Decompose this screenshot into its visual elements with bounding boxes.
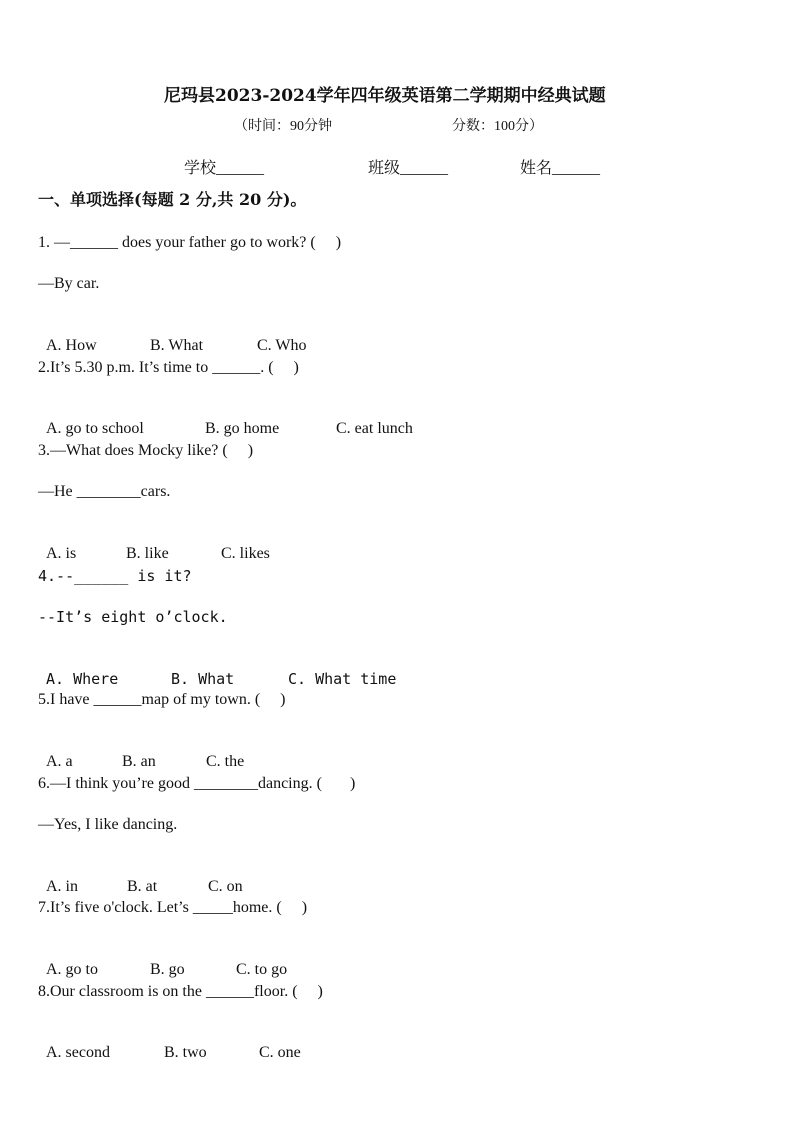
question-6-stem: 6.—I think you’re good ________dancing. ( ) xyxy=(38,775,356,792)
option-a: A. go to school xyxy=(46,420,144,437)
option-a: A. a xyxy=(46,753,73,770)
option-b: B. What xyxy=(171,670,235,688)
option-c: C. Who xyxy=(257,337,307,354)
exam-title: 尼玛县2023-2024学年四年级英语第二学期期中经典试题 xyxy=(164,86,606,106)
option-a: A. in xyxy=(46,878,78,895)
question-3-answer: —He ________cars. xyxy=(38,483,171,500)
option-a: A. is xyxy=(46,545,77,562)
name-field: 姓名______ xyxy=(520,160,601,177)
option-c: C. What time xyxy=(288,670,397,688)
question-5-options xyxy=(38,732,244,772)
question-5-stem: 5.I have ______map of my town. ( ) xyxy=(38,691,286,708)
option-a: A. Where xyxy=(46,670,119,688)
question-1-options xyxy=(38,316,306,356)
question-2-options xyxy=(38,399,413,439)
school-field: 学校______ xyxy=(184,160,265,177)
option-b: B. go xyxy=(150,961,185,978)
option-b: B. an xyxy=(122,753,156,770)
question-4-stem: 4.--______ is it? xyxy=(38,567,192,585)
question-3-options xyxy=(38,524,270,564)
option-c: C. on xyxy=(208,878,243,895)
option-c: C. one xyxy=(259,1044,301,1061)
question-8-stem: 8.Our classroom is on the ______floor. ( ) xyxy=(38,983,323,1000)
option-b: B. at xyxy=(127,878,158,895)
question-3-stem: 3.—What does Mocky like? ( ) xyxy=(38,442,254,459)
question-6-options xyxy=(38,857,243,897)
option-b: B. What xyxy=(150,337,204,354)
option-b: B. two xyxy=(164,1044,207,1061)
option-c: C. likes xyxy=(221,545,270,562)
exam-time: （时间：90分钟 xyxy=(234,119,332,134)
option-b: B. like xyxy=(126,545,169,562)
question-8-options xyxy=(38,1023,301,1063)
exam-score: 分数：100分） xyxy=(452,119,543,134)
option-c: C. to go xyxy=(236,961,288,978)
option-b: B. go home xyxy=(205,420,280,437)
question-4-options xyxy=(38,649,396,690)
question-6-answer: —Yes, I like dancing. xyxy=(38,816,178,833)
question-2-stem: 2.It’s 5.30 p.m. It’s time to ______. ( ) xyxy=(38,359,299,376)
question-7-stem: 7.It’s five o'clock. Let’s _____home. ( ) xyxy=(38,899,308,916)
question-1-stem: 1. —______ does your father go to work? ( ) xyxy=(38,234,342,251)
option-a: A. How xyxy=(46,337,97,354)
option-a: A. second xyxy=(46,1044,110,1061)
option-c: C. eat lunch xyxy=(336,420,413,437)
question-7-options xyxy=(38,940,287,980)
class-field: 班级______ xyxy=(368,160,449,177)
option-a: A. go to xyxy=(46,961,98,978)
option-c: C. the xyxy=(206,753,245,770)
question-1-answer: —By car. xyxy=(38,275,100,292)
question-4-answer: --It’s eight o’clock. xyxy=(38,608,228,626)
section-heading: 一、单项选择(每题 2 分,共 20 分)。 xyxy=(38,190,307,209)
